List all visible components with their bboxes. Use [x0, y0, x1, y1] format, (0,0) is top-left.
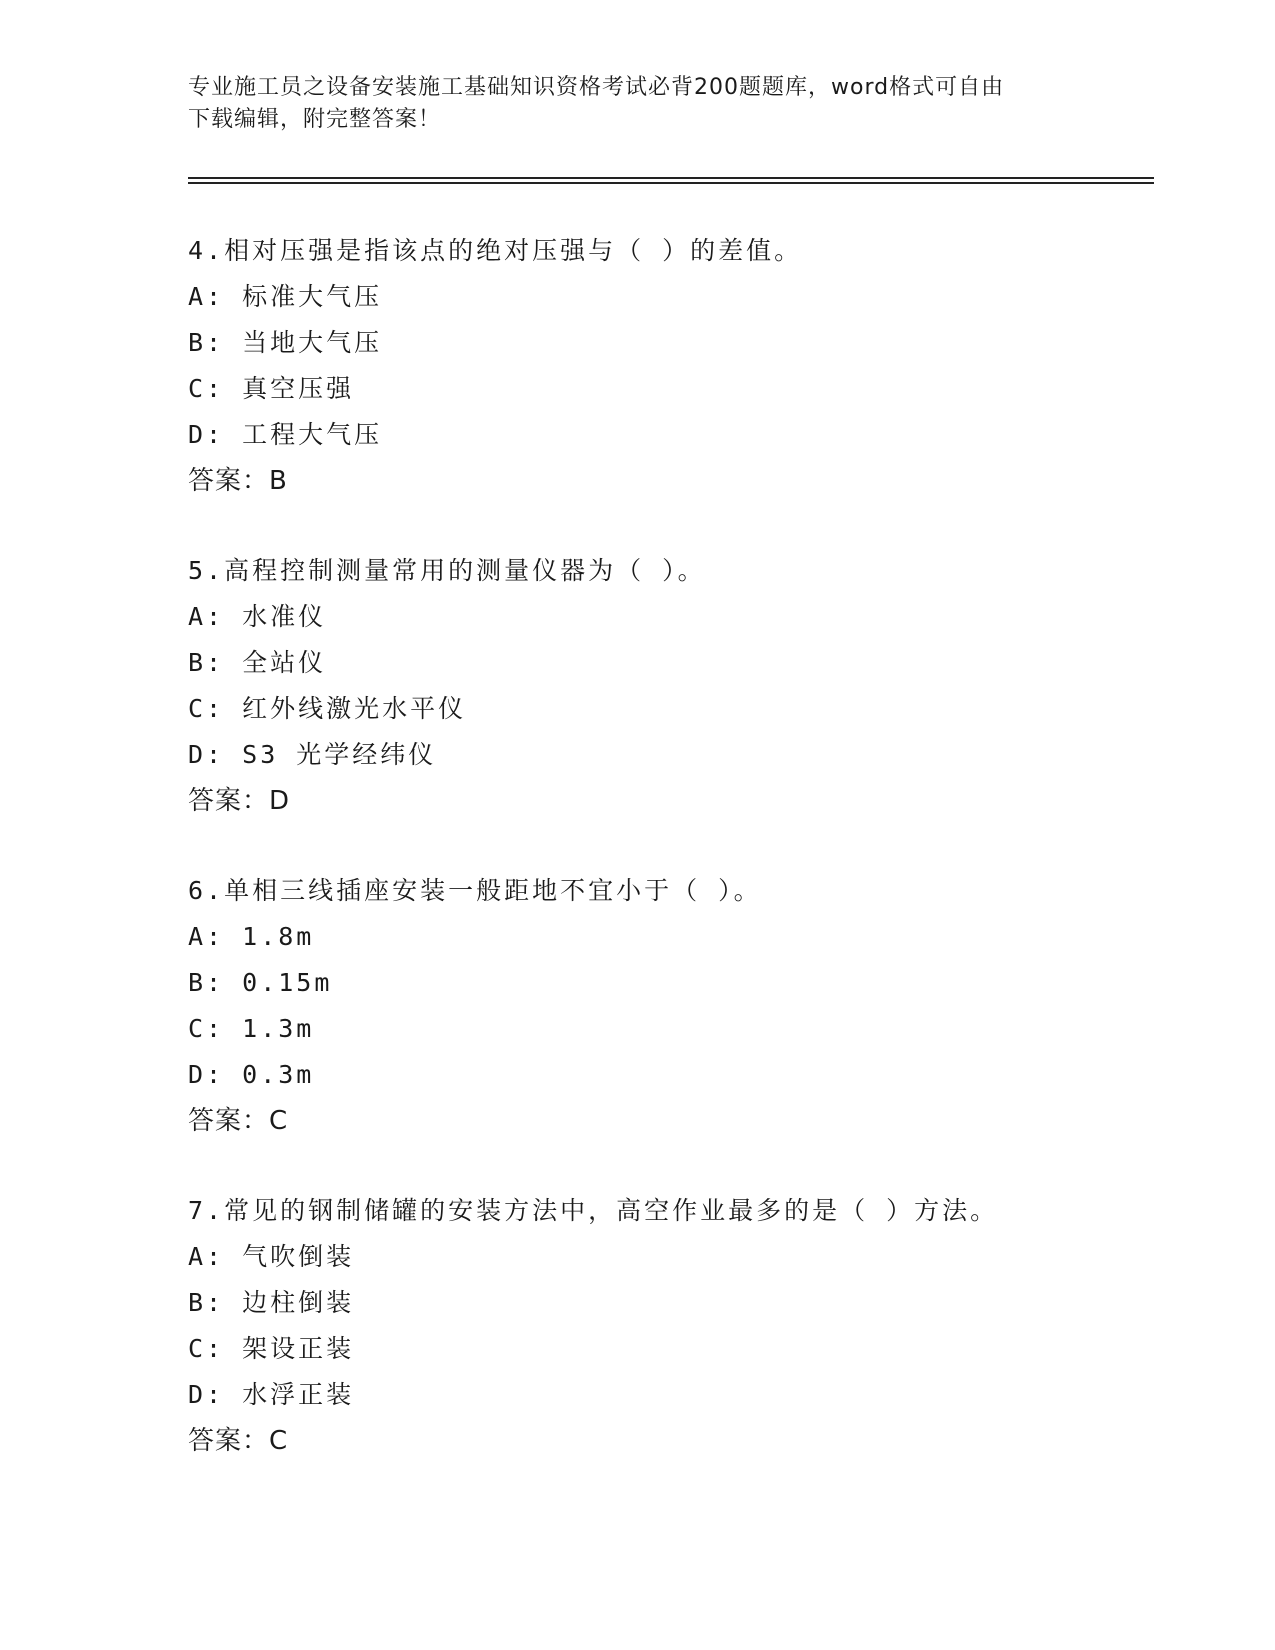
question-stem: 7.常见的钢制储罐的安装方法中，高空作业最多的是（ ）方法。 — [188, 1196, 999, 1225]
option-b: B: 边柱倒装 — [188, 1288, 355, 1317]
option-c: C: 红外线激光水平仪 — [188, 694, 467, 723]
option-c: C: 真空压强 — [188, 374, 355, 403]
question-block — [188, 548, 1148, 824]
option-d: D: 0.3m — [188, 1060, 315, 1089]
question-stem: 5.高程控制测量常用的测量仪器为（ ）。 — [188, 556, 706, 585]
option-a: A: 水准仪 — [188, 602, 327, 631]
option-b: B: 0.15m — [188, 968, 333, 997]
option-c: C: 架设正装 — [188, 1334, 355, 1363]
option-c: C: 1.3m — [188, 1014, 315, 1043]
question-stem: 6.单相三线插座安装一般距地不宜小于（ ）。 — [188, 876, 762, 905]
header-divider-bottom — [188, 182, 1154, 184]
option-d: D: S3 光学经纬仪 — [188, 740, 437, 769]
question-block — [188, 868, 1148, 1144]
option-a: A: 标准大气压 — [188, 282, 383, 311]
question-block — [188, 228, 1148, 504]
answer-line: 答案：C — [188, 1426, 289, 1456]
header-line-2: 下载编辑，附完整答案！ — [188, 107, 442, 132]
option-b: B: 全站仪 — [188, 648, 327, 677]
option-b: B: 当地大气压 — [188, 328, 383, 357]
option-d: D: 水浮正装 — [188, 1380, 355, 1409]
header-divider-top — [188, 177, 1154, 179]
header-line-1: 专业施工员之设备安装施工基础知识资格考试必背200题题库，word格式可自由 — [188, 75, 1005, 100]
question-block — [188, 1188, 1148, 1464]
option-d: D: 工程大气压 — [188, 420, 383, 449]
option-a: A: 气吹倒装 — [188, 1242, 355, 1271]
answer-line: 答案：B — [188, 466, 288, 496]
document-header — [188, 72, 1088, 136]
option-a: A: 1.8m — [188, 922, 315, 951]
answer-line: 答案：C — [188, 1106, 289, 1136]
answer-line: 答案：D — [188, 786, 291, 816]
question-stem: 4.相对压强是指该点的绝对压强与（ ）的差值。 — [188, 236, 803, 265]
